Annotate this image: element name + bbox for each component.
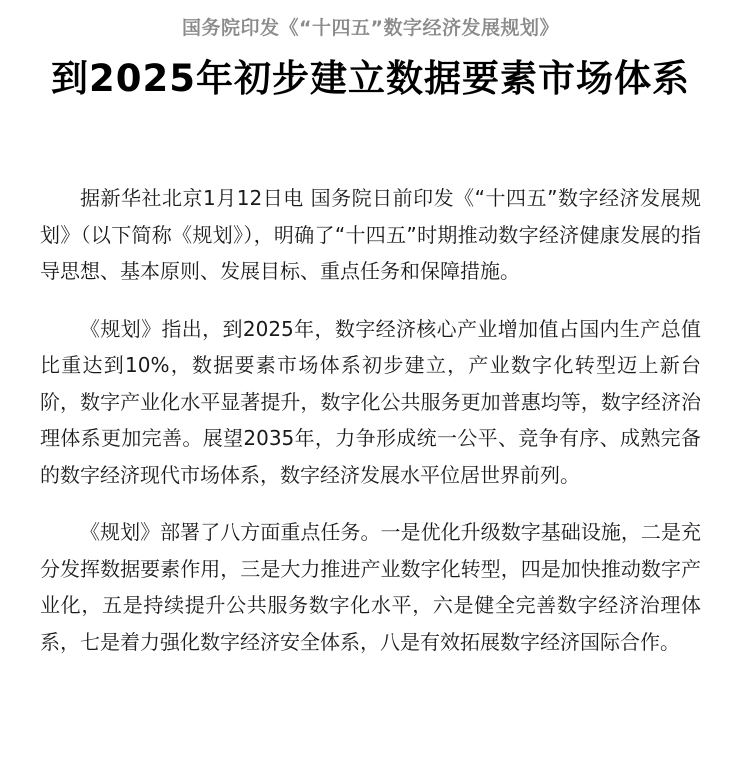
- paragraph-tasks: 《规划》部署了八方面重点任务。一是优化升级数字基础设施，二是充分发挥数据要素作用，三是大力推进产业数字化转型，四是加快推动数字产业化，五是持续提升公共服务数字化水平，六是健全完善数字经济治理体系，七是着力强化数字经济安全体系，八是有效拓展数字经济国际合作。: [40, 520, 701, 654]
- paragraph-intro: 据新华社北京1月12日电 国务院日前印发《“十四五”数字经济发展规划》（以下简称《规划》），明确了“十四五”时期推动数字经济健康发展的指导思想、基本原则、发展目标、重点任务和保障措施。: [40, 186, 701, 283]
- paragraph-goals: 《规划》指出，到2025年，数字经济核心产业增加值占国内生产总值比重达到10%，数据要素市场体系初步建立，产业数字化转型迈上新台阶，数字产业化水平显著提升，数字化公共服务更加普惠均等，数字经济治理体系更加完善。展望2035年，力争形成统一公平、竞争有序、成熟完备的数字经济现代市场体系，数字经济发展水平位居世界前列。: [40, 316, 701, 487]
- article-body: [40, 180, 701, 660]
- article-headline: 到2025年初步建立数据要素市场体系: [51, 57, 690, 100]
- article-subtitle: 国务院印发《“十四五”数字经济发展规划》: [182, 17, 559, 39]
